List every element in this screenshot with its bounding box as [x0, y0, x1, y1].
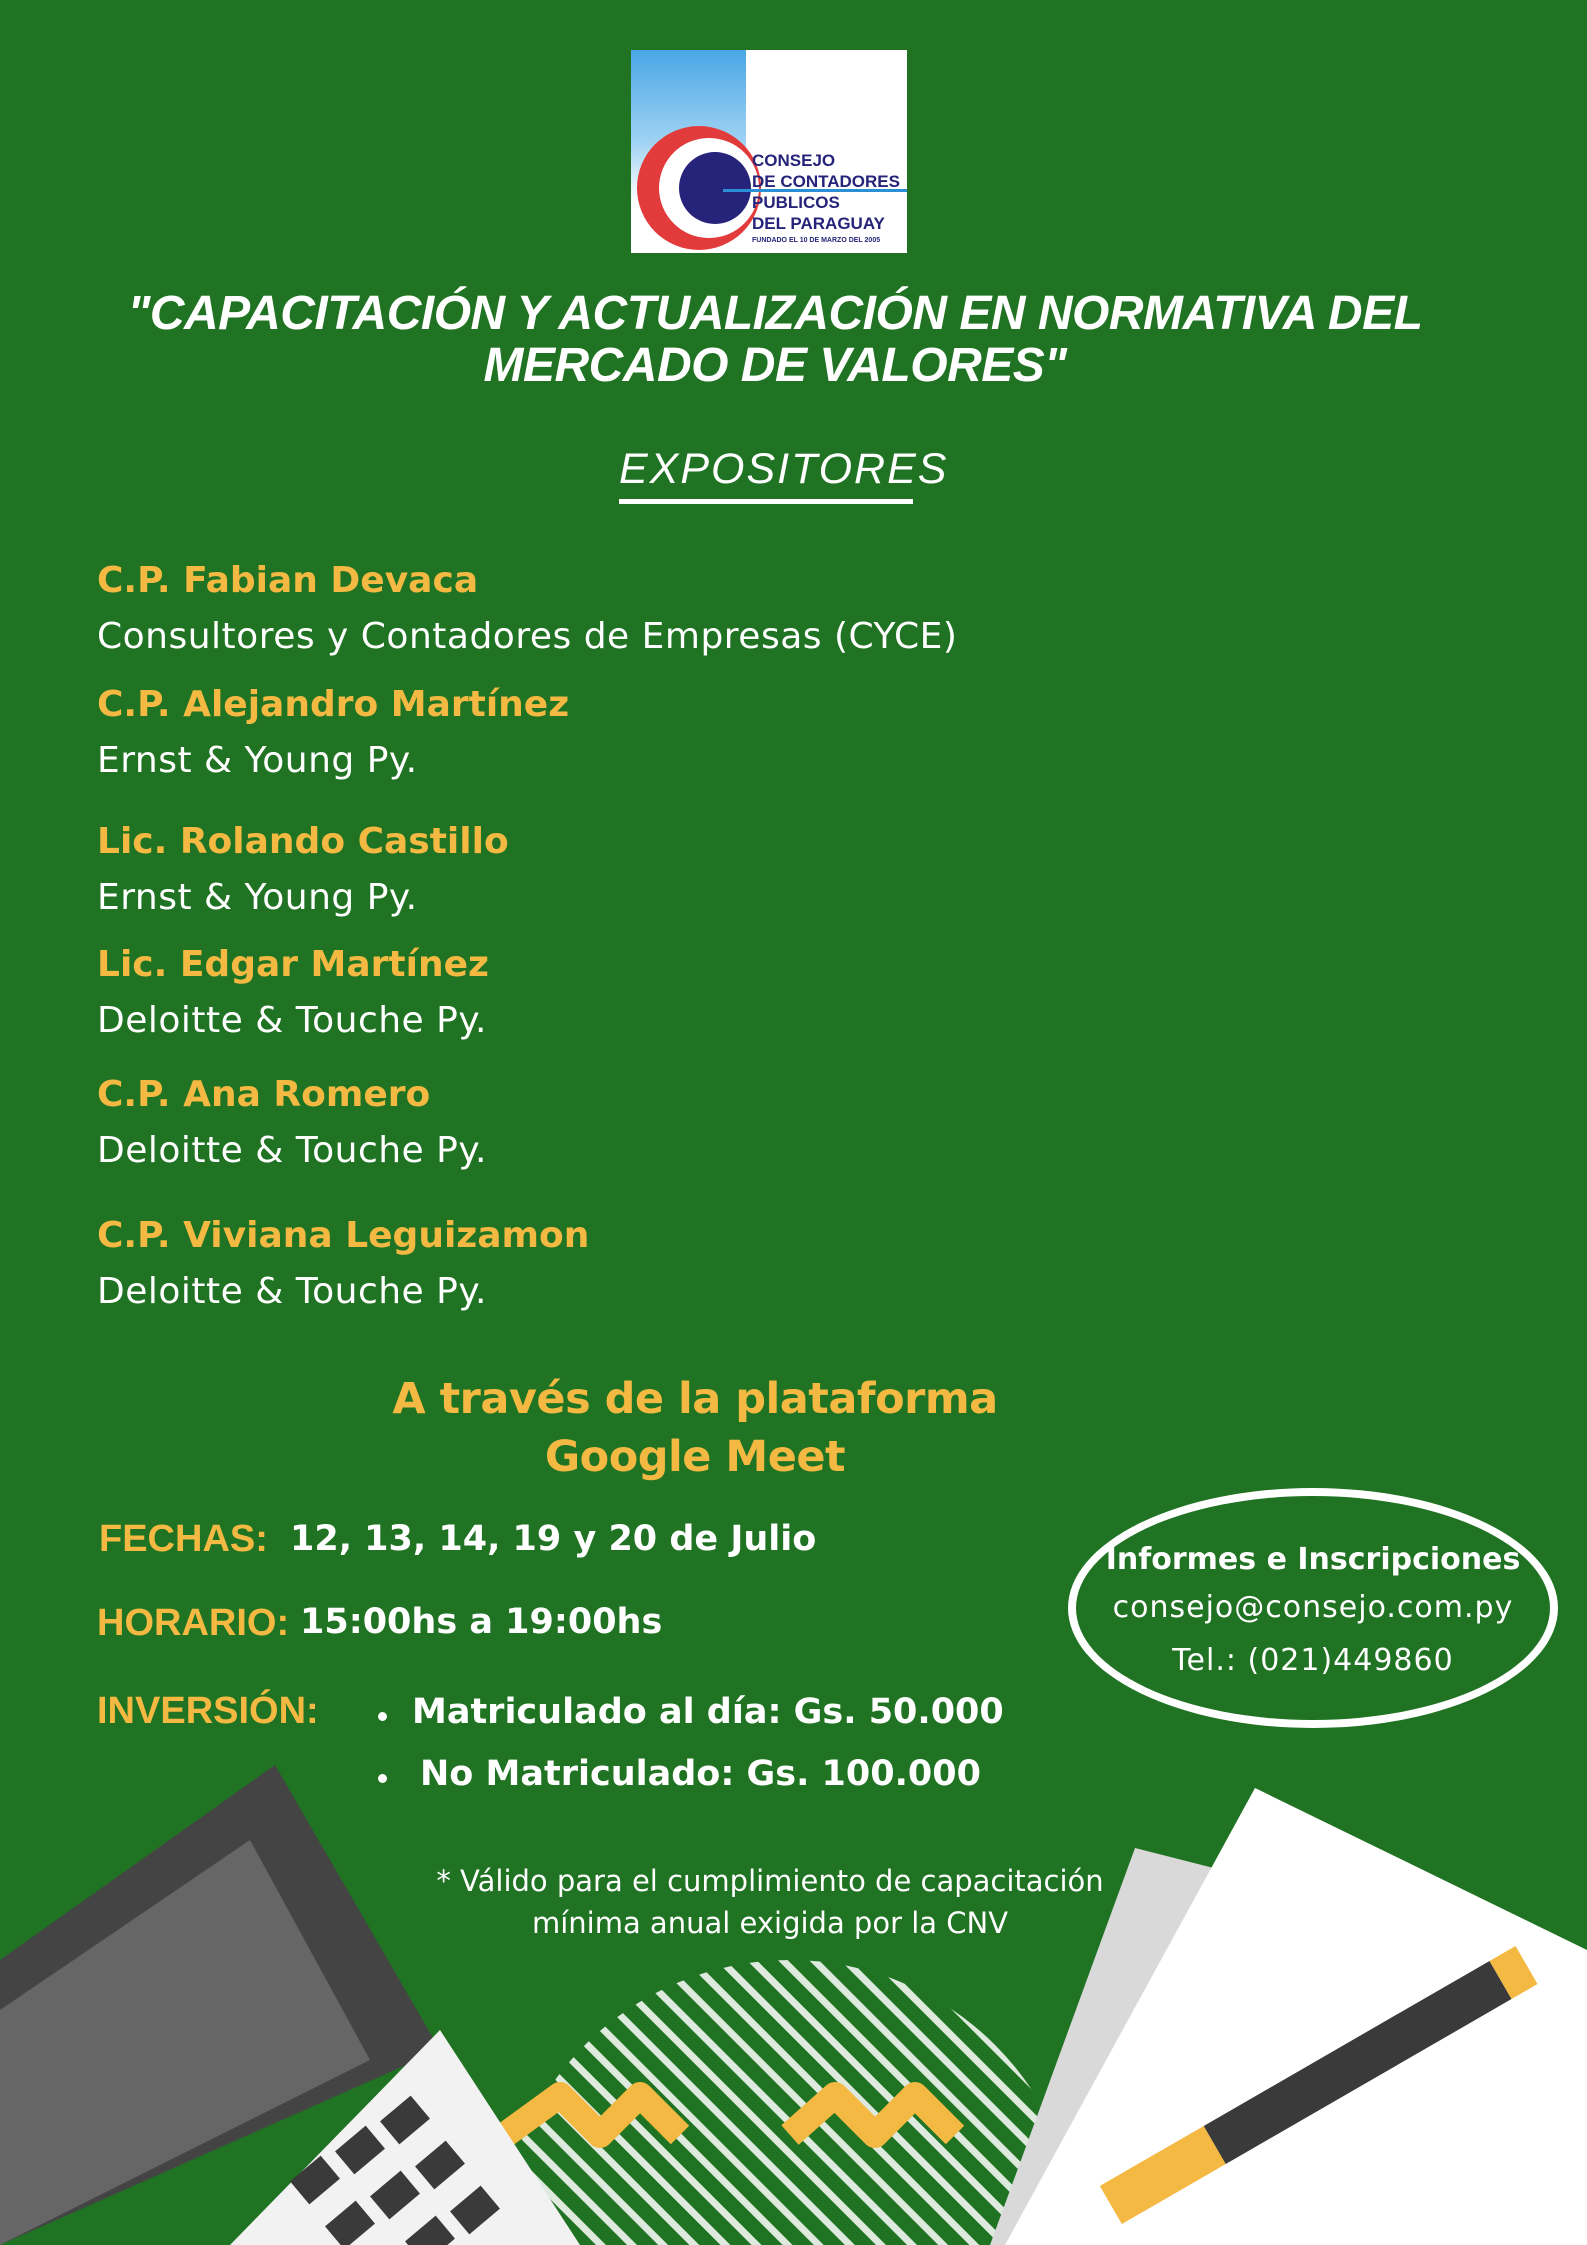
- dates-label: FECHAS:: [99, 1518, 268, 1560]
- speaker-org: Deloitte & Touche Py.: [97, 1130, 487, 1171]
- bullet-icon: [378, 1712, 387, 1721]
- section-heading: EXPOSITORES: [619, 445, 949, 493]
- section-heading-underline: [619, 499, 913, 504]
- platform-info: [340, 1370, 1050, 1486]
- logo-text: [752, 150, 900, 234]
- speaker-org: Deloitte & Touche Py.: [97, 1271, 487, 1312]
- schedule-label: HORARIO:: [97, 1602, 290, 1644]
- logo-founded: FUNDADO EL 10 DE MARZO DEL 2005: [752, 237, 881, 244]
- speaker-name: C.P. Ana Romero: [97, 1074, 431, 1115]
- contact-phone[interactable]: Tel.: (021)449860: [1172, 1643, 1454, 1678]
- event-title-line-1: "CAPACITACIÓN Y ACTUALIZACIÓN EN NORMATIVA DEL: [127, 287, 1423, 340]
- speaker-name: C.P. Viviana Leguizamon: [97, 1215, 590, 1256]
- speaker-org: Ernst & Young Py.: [97, 877, 418, 918]
- speaker-name: C.P. Fabian Devaca: [97, 560, 479, 601]
- logo-line-2: DE CONTADORES: [752, 172, 900, 191]
- organization-logo: [631, 50, 907, 253]
- investment-label: INVERSIÓN:: [97, 1690, 319, 1732]
- logo-emblem-icon: [631, 120, 771, 253]
- investment-item: No Matriculado: Gs. 100.000: [420, 1754, 981, 1794]
- event-title: [80, 288, 1470, 392]
- validity-note: [420, 1860, 1120, 1944]
- speaker-name: Lic. Rolando Castillo: [97, 821, 509, 862]
- platform-line-2: Google Meet: [544, 1432, 846, 1482]
- speaker-name: C.P. Alejandro Martínez: [97, 684, 570, 725]
- contact-title: Informes e Inscripciones: [1105, 1542, 1521, 1577]
- speaker-org: Consultores y Contadores de Empresas (CYCE): [97, 616, 958, 657]
- logo-line-1: CONSEJO: [752, 151, 836, 170]
- speaker-org: Deloitte & Touche Py.: [97, 1000, 487, 1041]
- validity-note-line-2: mínima anual exigida por la CNV: [531, 1906, 1009, 1940]
- bullet-icon: [378, 1774, 387, 1783]
- speaker-org: Ernst & Young Py.: [97, 740, 418, 781]
- hatched-circle: [500, 1960, 1080, 2245]
- speaker-name: Lic. Edgar Martínez: [97, 944, 489, 985]
- validity-note-line-1: * Válido para el cumplimiento de capacitación: [436, 1864, 1104, 1898]
- schedule-value: 15:00hs a 19:00hs: [300, 1602, 663, 1642]
- investment-item: Matriculado al día: Gs. 50.000: [412, 1692, 1004, 1732]
- logo-line-4: DEL PARAGUAY: [752, 214, 885, 233]
- platform-line-1: A través de la plataforma: [392, 1374, 998, 1424]
- dates-value: 12, 13, 14, 19 y 20 de Julio: [290, 1519, 817, 1559]
- contact-email[interactable]: consejo@consejo.com.py: [1112, 1590, 1514, 1625]
- event-title-line-2: MERCADO DE VALORES": [483, 339, 1067, 392]
- logo-line-3: PUBLICOS: [752, 193, 840, 212]
